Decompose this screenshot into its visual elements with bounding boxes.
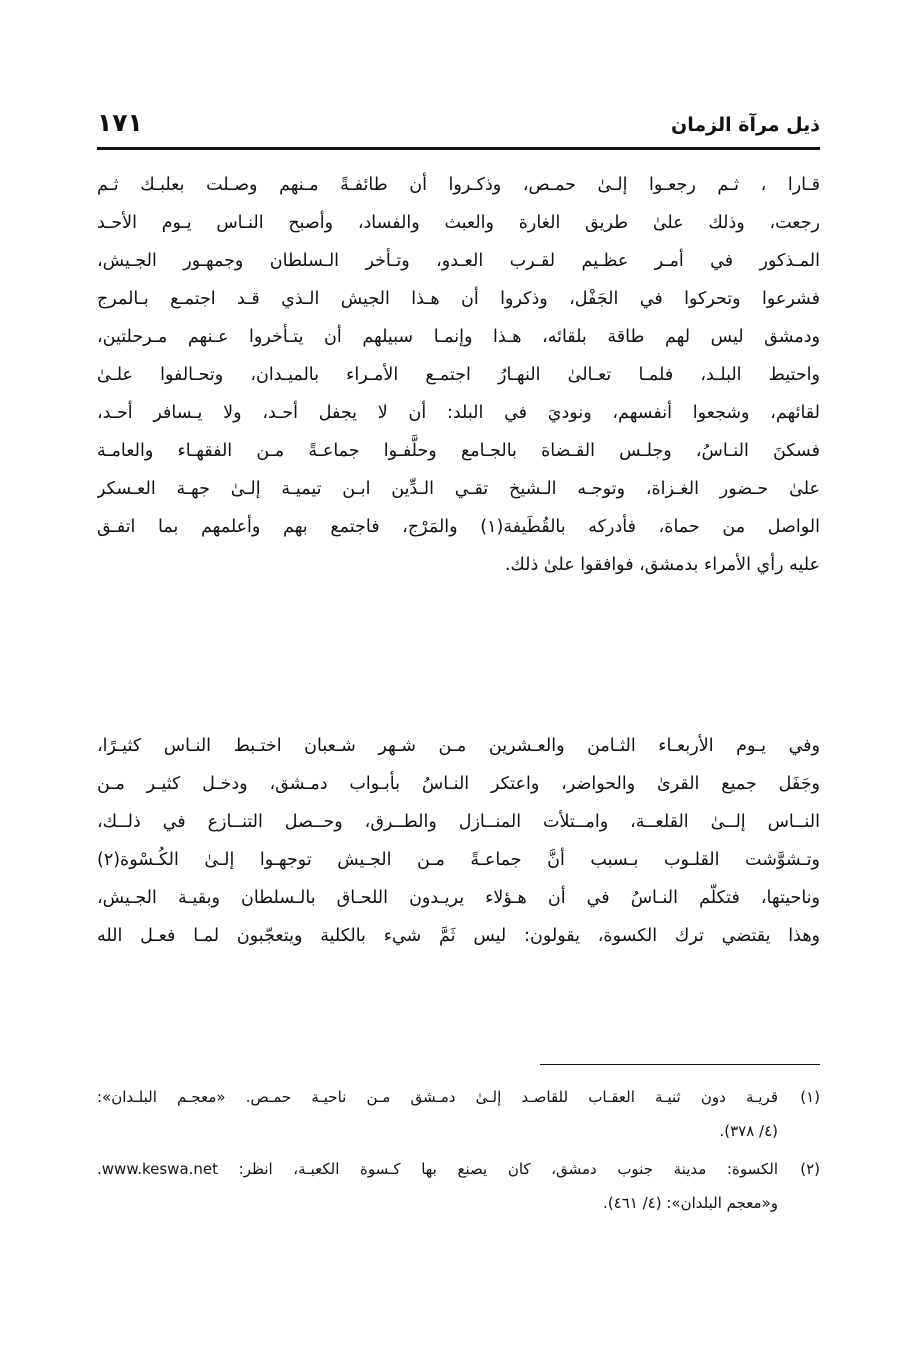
text-line: النــاس إلــىٰ القلعــة، وامــتلأت المنــازل والطــرق، وحــصل التنــازع في ذلــك، <box>97 812 820 832</box>
text-line: وفي يـوم الأربعـاء الثـامن والعـشرين مـن شـهر شـعبان اختـبط النـاس كثيـرًا، <box>97 736 820 756</box>
text-line: ودمشق ليس لهم طاقة بلقائه، هـذا وإنمـا سبيلهم أن يتـأخروا عـنهم مـرحلتين، <box>97 327 820 347</box>
text-line: وتـشوَّشت القلـوب بـسبب أنَّ جماعـةً مـن الجـيش توجهـوا إلـىٰ الكُـسْوة(٢) <box>97 850 820 870</box>
page-number: ١٧١ <box>97 108 143 137</box>
paragraph-2 <box>97 727 820 955</box>
text-line: علىٰ حـضور الغـزاة، وتوجـه الـشيخ تقـي الـدِّين ابـن تيميـة إلـىٰ جهـة العـسكر <box>97 479 820 499</box>
text-line: رجعت، وذلك علىٰ طريق الغارة والعبث والفساد، وأصبح النـاس يـوم الأحـد <box>97 213 820 233</box>
text-line: واحتيط البلـد، فلمـا تعـالىٰ النهـارُ اجتمـع الأمـراء بالميـدان، وتحـالفوا علـىٰ <box>97 365 820 385</box>
footnote-2 <box>97 1152 820 1220</box>
text-line: وناحيتها، فتكلّم النـاسُ في أن هـؤلاء يريـدون اللحـاق بالـسلطان وبقيـة الجـيش، <box>97 888 820 908</box>
footnotes <box>97 1080 820 1220</box>
footnote-line: و«معجم البلدان»: (٤/ ٤٦١). <box>603 1194 778 1212</box>
paragraph-1 <box>97 166 820 584</box>
text-line: وهذا يقتضي ترك الكسوة، يقولون: ليس ثَمَّ شيء بالكلية ويتعجّبون لمـا فعـل الله <box>97 926 820 946</box>
text-line: لقائهم، وشجعوا أنفسهم، ونوديَ في البلد: أن لا يجفل أحـد، ولا يـسافر أحـد، <box>97 403 820 423</box>
page-header <box>97 108 820 144</box>
running-title: ذيل مرآة الزمان <box>671 114 820 136</box>
header-rule <box>97 147 820 150</box>
text-line: الواصل من حماة، فأدركه بالقُطَيفة(١) والمَرْج، فاجتمع بهم وأعلمهم بما اتفـق <box>97 517 820 537</box>
footnote-number: (١) <box>800 1088 820 1106</box>
footnote-1 <box>97 1080 820 1148</box>
text-line: قـارا ، ثـم رجعـوا إلـىٰ حمـص، وذكـروا أن طائفـةً مـنهم وصـلت بعلبـك ثـم <box>97 175 820 195</box>
footnote-number: (٢) <box>800 1160 820 1178</box>
footnote-line: الكسوة: مدينة جنوب دمشق، كان يصنع بها كـسوة الكعبـة، انظر: www.keswa.net. <box>97 1160 778 1178</box>
text-line: وجَفَل جميع القرىٰ والحواضر، واعتكر النـاسُ بأبـواب دمـشق، ودخـل كثيـر مـن <box>97 774 820 794</box>
text-line: فسكنَ النـاسُ، وجلـس القـضاة بالجـامع وحلَّفـوا جماعـةً مـن الفقهـاء والعامـة <box>97 441 820 461</box>
text-line: عليه رأي الأمراء بدمشق، فوافقوا علىٰ ذلك. <box>504 555 820 575</box>
footnote-separator <box>540 1064 820 1065</box>
footnote-line: (٤/ ٣٧٨). <box>719 1122 778 1140</box>
text-line: فشرعوا وتحركوا في الجَفْل، وذكروا أن هـذا الجيش الـذي قـد اجتمـع بـالمرج <box>97 289 820 309</box>
footnote-line: قريـة دون ثنيـة العقـاب للقاصـد إلـىٰ دمـشق مـن ناحيـة حمـص. «معجـم البلـدان»: <box>97 1088 778 1106</box>
text-line: المـذكور في أمـر عظـيم لقـرب العـدو، وتـأخر الـسلطان وجمهـور الجـيش، <box>97 251 820 271</box>
